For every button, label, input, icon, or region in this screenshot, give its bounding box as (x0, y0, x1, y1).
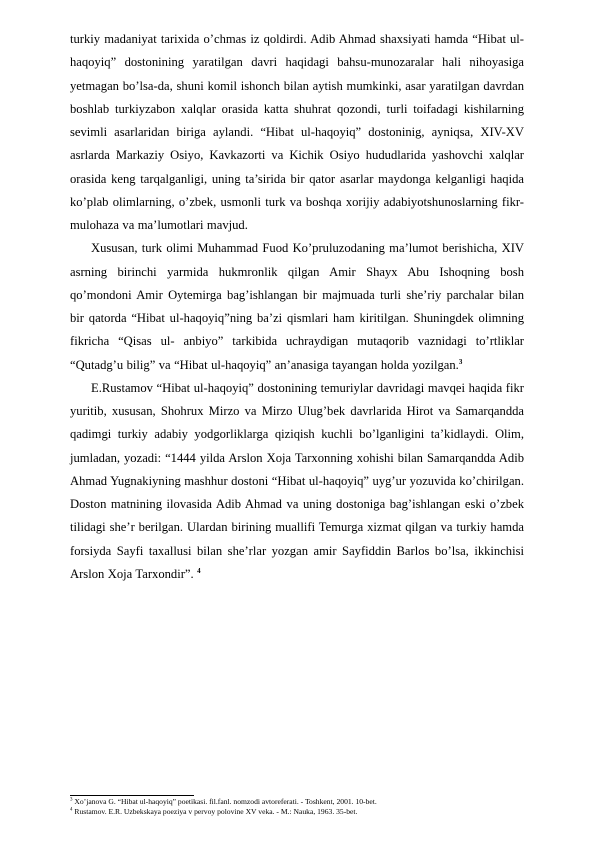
footnote-ref-4[interactable]: 4 (197, 566, 201, 575)
footnote-ref-3[interactable]: 3 (458, 357, 463, 366)
footnote-mark: 4 (70, 806, 73, 812)
footnote-separator (70, 795, 194, 796)
footnote-4 (70, 807, 530, 817)
footnote-text: Rustamov. E.R. Uzbekskaya poeziya v pervoy polovine XV veka. - M.: Nauka, 1963. 35-bet. (72, 806, 358, 816)
paragraph-3-text: E.Rustamov “Hibat ul-haqoyiq” dostonining temuriylar davridagi mavqei haqida fikr yuritib, xususan, Shohrux Mirzo va Mirzo Ulug’bek davrlarida Hirot va Samarqandda qadimgi turkiy adabiy yodgorliklarga qiziqish kuchli bo’lganligini ta’kidlaydi. Olim, jumladan, yozadi: “1444 yilda Arslon Xoja Tarxonning xohishi bilan Samarqandda Adib Ahmad Yugnakiyning mashhur dostoni “Hibat ul-haqoyiq” uyg’ur yozuvida ko’chirilgan. Doston matnining ilovasida Adib Ahmad va uning dostoniga bag’ishlangan eski o’zbek tilidagi she’r berilgan. Ulardan birining muallifi Temurga xizmat qilgan va turkiy hamda forsiyda Sayfi taxallusi bilan she’rlar yozgan amir Sayfiddin Barlos bo’lsa, ikkinchisi Arslon Xoja Tarxondir”. (70, 380, 524, 581)
footnote-mark: 3 (70, 797, 73, 803)
paragraph-1: turkiy madaniyat tarixida o’chmas iz qoldirdi. Adib Ahmad shaxsiyati hamda “Hibat ul-haqoyiq” dostonining yaratilgan davri haqidagi bahsu-munozaralar hali nihoyasiga yetmagan bo’lsa-da, shuni komil ishonch bilan aytish mumkinki, asar yaratilgan davrdan boshlab turkiyzabon xalqlar orasida katta shuhrat qozondi, turli toifadagi kishilarning sevimli asarlaridan biriga aylandi. “Hibat ul-haqoyiq” dostoninig, ayniqsa, XIV-XV asrlarda Markaziy Osiyo, Kavkazorti va Kichik Osiyo hududlarida yashovchi xalqlar orasida keng tarqalganligi, uning ta’sirida bir qator asarlar maydonga kelganligi haqida ko’plab olimlarning, o’zbek, usmonli turk va boshqa xorijiy adabiyotshunoslarning fikr-mulohaza va ma’lumotlari mavjud. (70, 32, 524, 232)
paragraph-3 (70, 377, 524, 586)
paragraph-2-text: Xususan, turk olimi Muhammad Fuod Ko’pruluzodaning ma’lumot berishicha, XIV asrning birinchi yarmida hukmronlik qilgan Amir Shayx Abu Ishoqning bosh qo’mondoni Amir Oytemirga bag’ishlangan bir majmuada turli she’riy parchalar bilan bir qatorda “Hibat ul-haqoyiq”ning ba’zi qismlari ham kiritilgan. Shuningdek olimning fikricha “Qisas ul- anbiyo” tarkibida uchraydigan mutaqorib vaznidagi to’rtliklar “Qutadg’u bilig” va “Hibat ul-haqoyiq” an’anasiga tayangan holda yozilgan. (70, 241, 524, 372)
footnotes (70, 797, 530, 816)
body-text (70, 28, 524, 586)
footnote-3 (70, 797, 530, 807)
paragraph-2 (70, 237, 524, 377)
footnote-text: Xo’janova G. “Hibat ul-haqoyiq” poetikasi. fil.fanl. nomzodi avtoreferati. - Toshkent, 2001. 10-bet. (72, 797, 377, 806)
